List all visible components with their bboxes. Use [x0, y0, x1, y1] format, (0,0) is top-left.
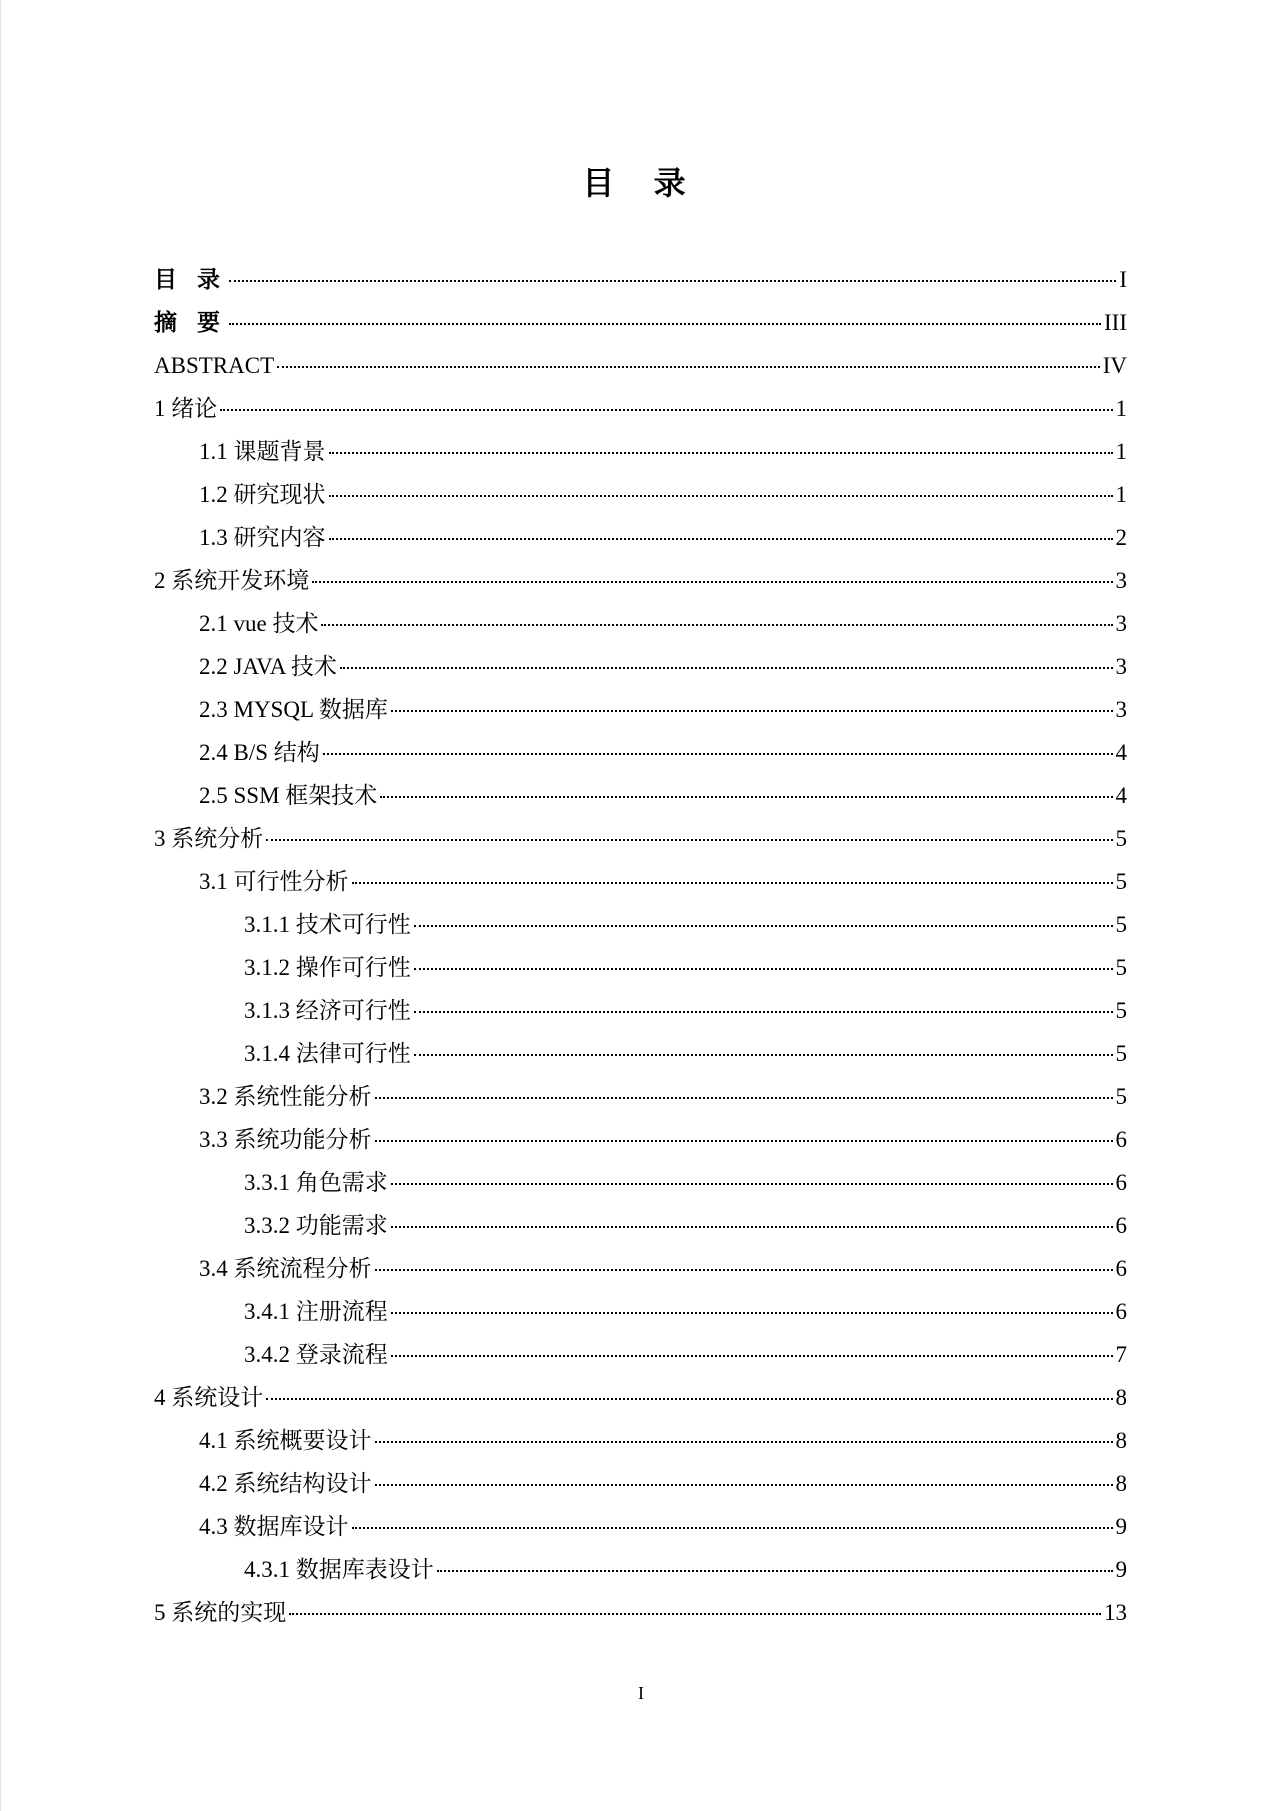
toc-leader-dots — [375, 1484, 1113, 1486]
toc-entry-label: 3.1.3 经济可行性 — [244, 998, 411, 1023]
toc-entry-page: 8 — [1115, 1471, 1127, 1496]
toc-entry[interactable] — [154, 516, 1127, 559]
toc-entry[interactable] — [154, 1462, 1127, 1505]
toc-entry-page: 3 — [1115, 611, 1127, 636]
toc-entry-label: 3.3 系统功能分析 — [199, 1127, 372, 1152]
toc-entry-label: 摘 要 — [154, 310, 227, 336]
toc-leader-dots — [321, 624, 1112, 626]
toc-entry[interactable] — [154, 559, 1127, 602]
toc-entry-label: 4.3.1 数据库表设计 — [244, 1557, 434, 1582]
toc-leader-dots — [380, 796, 1112, 798]
toc-entry-label: 1.1 课题背景 — [199, 439, 326, 464]
toc-leader-dots — [414, 925, 1113, 927]
toc-entry-page: 4 — [1115, 740, 1127, 765]
page-title: 目 录 — [582, 164, 700, 202]
toc-entry-label: 2 系统开发环境 — [154, 568, 310, 593]
toc-leader-dots — [266, 839, 1112, 841]
toc-entry-label: 2.1 vue 技术 — [199, 611, 319, 636]
toc-entry-label: 4 系统设计 — [154, 1385, 264, 1410]
toc-entry-page: IV — [1102, 353, 1127, 378]
toc-entry-label: 1.3 研究内容 — [199, 525, 326, 550]
toc-entry-label: 2.2 JAVA 技术 — [199, 654, 337, 679]
toc-entry-label: 3.4.1 注册流程 — [244, 1299, 388, 1324]
toc-entry-label: 4.3 数据库设计 — [199, 1514, 349, 1539]
toc-entry[interactable] — [154, 903, 1127, 946]
toc-entry-label: 2.3 MYSQL 数据库 — [199, 697, 388, 722]
toc-entry-label: 4.1 系统概要设计 — [199, 1428, 372, 1453]
toc-entry-page: I — [1119, 267, 1127, 292]
toc-leader-dots — [329, 538, 1113, 540]
toc-entry-page: 6 — [1115, 1213, 1127, 1238]
toc-entry-page: 5 — [1115, 912, 1127, 937]
toc-entry-page: 3 — [1115, 654, 1127, 679]
toc-entry[interactable] — [154, 1161, 1127, 1204]
toc-entry-page: 4 — [1115, 783, 1127, 808]
toc-entry[interactable] — [154, 1032, 1127, 1075]
toc-entry-label: 目 录 — [154, 267, 227, 293]
toc-entry[interactable] — [154, 1376, 1127, 1419]
toc-leader-dots — [391, 1226, 1113, 1228]
toc-entry[interactable] — [154, 301, 1127, 344]
toc-entry-page: 7 — [1115, 1342, 1127, 1367]
toc-entry-label: 4.2 系统结构设计 — [199, 1471, 372, 1496]
toc-entry[interactable] — [154, 1591, 1127, 1634]
toc-entry-page: 2 — [1115, 525, 1127, 550]
toc-entry-page: 5 — [1115, 955, 1127, 980]
toc-entry-page: 9 — [1115, 1557, 1127, 1582]
toc-entry[interactable] — [154, 946, 1127, 989]
toc-entry-page: 6 — [1115, 1299, 1127, 1324]
toc-entry-label: 1.2 研究现状 — [199, 482, 326, 507]
toc-entry[interactable] — [154, 602, 1127, 645]
toc-leader-dots — [312, 581, 1112, 583]
toc-entry-page: 3 — [1115, 697, 1127, 722]
toc-entry[interactable] — [154, 860, 1127, 903]
toc-entry-page: 1 — [1115, 439, 1127, 464]
toc-entry[interactable] — [154, 989, 1127, 1032]
toc-entry-page: 8 — [1115, 1428, 1127, 1453]
toc-entry-label: 3 系统分析 — [154, 826, 264, 851]
toc-entry-page: 6 — [1115, 1170, 1127, 1195]
toc-leader-dots — [375, 1269, 1113, 1271]
toc-entry-page: 1 — [1115, 482, 1127, 507]
toc-leader-dots — [375, 1097, 1113, 1099]
toc-leader-dots — [391, 1183, 1113, 1185]
toc-leader-dots — [329, 495, 1113, 497]
toc-entry-label: 3.3.2 功能需求 — [244, 1213, 388, 1238]
toc-entry[interactable] — [154, 1118, 1127, 1161]
toc-leader-dots — [229, 323, 1101, 325]
toc-leader-dots — [414, 1011, 1113, 1013]
toc-entry-label: 3.1.4 法律可行性 — [244, 1041, 411, 1066]
toc-leader-dots — [289, 1613, 1101, 1615]
toc-entry[interactable] — [154, 645, 1127, 688]
toc-entry-label: 1 绪论 — [154, 396, 218, 421]
toc-entry-label: 3.4 系统流程分析 — [199, 1256, 372, 1281]
toc-entry-label: 3.4.2 登录流程 — [244, 1342, 388, 1367]
toc-entry[interactable] — [154, 1419, 1127, 1462]
toc-leader-dots — [329, 452, 1113, 454]
toc-leader-dots — [375, 1441, 1113, 1443]
page-number: I — [638, 1683, 644, 1703]
toc-entry-label: 3.1.1 技术可行性 — [244, 912, 411, 937]
toc-entry-page: 1 — [1115, 396, 1127, 421]
toc-entry-page: 13 — [1104, 1600, 1127, 1625]
toc-entry[interactable] — [154, 430, 1127, 473]
toc-entry-page: 5 — [1115, 998, 1127, 1023]
toc-leader-dots — [352, 1527, 1113, 1529]
toc-entry[interactable] — [154, 473, 1127, 516]
toc-entry[interactable] — [154, 1290, 1127, 1333]
toc-entry[interactable] — [154, 731, 1127, 774]
toc-entry-page: 5 — [1115, 869, 1127, 894]
toc-entry-page: 6 — [1115, 1256, 1127, 1281]
toc-entry-page: 3 — [1115, 568, 1127, 593]
toc-leader-dots — [414, 968, 1113, 970]
toc-entry[interactable] — [154, 1075, 1127, 1118]
toc-leader-dots — [229, 280, 1116, 282]
toc-entry[interactable] — [154, 1247, 1127, 1290]
toc-leader-dots — [352, 882, 1113, 884]
table-of-contents — [154, 258, 1127, 1634]
toc-leader-dots — [414, 1054, 1113, 1056]
toc-entry-page: 6 — [1115, 1127, 1127, 1152]
toc-leader-dots — [391, 710, 1113, 712]
toc-entry-label: 2.5 SSM 框架技术 — [199, 783, 378, 808]
toc-entry[interactable] — [154, 774, 1127, 817]
toc-entry-page: 8 — [1115, 1385, 1127, 1410]
toc-entry[interactable] — [154, 1204, 1127, 1247]
toc-leader-dots — [266, 1398, 1112, 1400]
toc-entry-label: ABSTRACT — [154, 353, 275, 378]
toc-leader-dots — [391, 1355, 1113, 1357]
toc-entry[interactable] — [154, 1548, 1127, 1591]
toc-entry-label: 3.3.1 角色需求 — [244, 1170, 388, 1195]
toc-leader-dots — [340, 667, 1113, 669]
toc-leader-dots — [220, 409, 1112, 411]
toc-leader-dots — [375, 1140, 1113, 1142]
toc-entry[interactable] — [154, 817, 1127, 860]
toc-entry[interactable] — [154, 688, 1127, 731]
toc-entry-page: 5 — [1115, 1041, 1127, 1066]
toc-entry[interactable] — [154, 387, 1127, 430]
toc-entry-page: III — [1104, 310, 1127, 335]
toc-entry-page: 5 — [1115, 1084, 1127, 1109]
toc-entry-label: 3.1.2 操作可行性 — [244, 955, 411, 980]
toc-leader-dots — [277, 366, 1100, 368]
toc-entry[interactable] — [154, 258, 1127, 301]
toc-entry-label: 3.1 可行性分析 — [199, 869, 349, 894]
toc-entry[interactable] — [154, 1505, 1127, 1548]
toc-entry-page: 5 — [1115, 826, 1127, 851]
toc-entry[interactable] — [154, 344, 1127, 387]
toc-entry[interactable] — [154, 1333, 1127, 1376]
toc-entry-label: 3.2 系统性能分析 — [199, 1084, 372, 1109]
toc-leader-dots — [323, 753, 1113, 755]
toc-entry-label: 5 系统的实现 — [154, 1600, 287, 1625]
toc-entry-label: 2.4 B/S 结构 — [199, 740, 320, 765]
toc-entry-page: 9 — [1115, 1514, 1127, 1539]
toc-leader-dots — [391, 1312, 1113, 1314]
toc-leader-dots — [437, 1570, 1113, 1572]
